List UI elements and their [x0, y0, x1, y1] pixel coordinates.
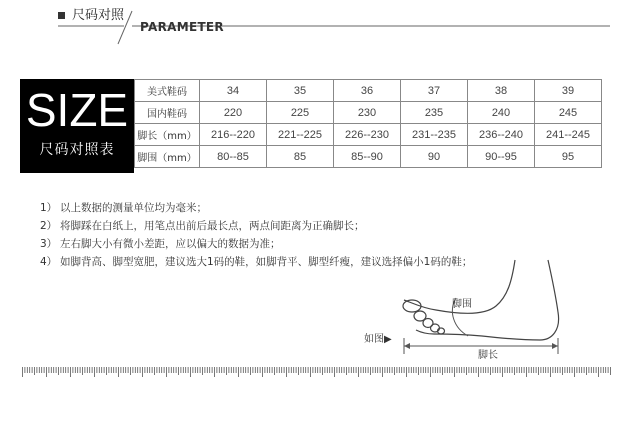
table-cell: 226--230 — [334, 124, 401, 146]
table-cell: 38 — [468, 80, 535, 102]
note-text: 左右脚大小有微小差距，应以偏大的数据为准； — [60, 238, 281, 250]
note-index: 1） — [40, 202, 58, 214]
header-title-en: PARAMETER — [140, 20, 224, 34]
list-item — [40, 217, 472, 235]
foot-diagram — [360, 258, 610, 360]
note-text: 以上数据的测量单位均为毫米； — [60, 202, 207, 214]
row-label: 脚长（mm） — [135, 124, 200, 146]
foot-outline — [403, 260, 559, 340]
table-cell: 235 — [401, 102, 468, 124]
table-cell: 231--235 — [401, 124, 468, 146]
table-cell: 95 — [535, 146, 602, 168]
header-title-cn: 尺码对照 — [72, 8, 125, 23]
row-label: 脚围（mm） — [135, 146, 200, 168]
note-index: 4） — [40, 256, 58, 268]
table-cell: 225 — [267, 102, 334, 124]
table-cell: 220 — [200, 102, 267, 124]
table-cell: 39 — [535, 80, 602, 102]
header-lines — [0, 0, 620, 50]
example-label: 如图▶ — [364, 334, 392, 345]
table-row — [135, 80, 602, 102]
table-cell: 216--220 — [200, 124, 267, 146]
length-label: 脚长 — [478, 350, 498, 360]
size-banner-title: SIZE — [25, 84, 129, 136]
table-cell: 230 — [334, 102, 401, 124]
table-row — [135, 124, 602, 146]
ruler — [22, 367, 612, 377]
size-banner-subtitle: 尺码对照表 — [39, 142, 115, 158]
list-item — [40, 235, 472, 253]
table-cell: 80--85 — [200, 146, 267, 168]
table-cell: 241--245 — [535, 124, 602, 146]
note-index: 3） — [40, 238, 58, 250]
table-cell: 90--95 — [468, 146, 535, 168]
note-index: 2） — [40, 220, 58, 232]
table-cell: 85 — [267, 146, 334, 168]
table-cell: 236--240 — [468, 124, 535, 146]
note-text: 将脚踩在白纸上，用笔点出前后最长点，两点间距离为正确脚长； — [60, 220, 365, 232]
girth-label: 脚围 — [452, 299, 472, 310]
note-text: 如脚背高、脚型宽肥，建议选大1码的鞋，如脚背平、脚型纤瘦，建议选择偏小1码的鞋； — [60, 256, 473, 268]
row-label: 美式鞋码 — [135, 80, 200, 102]
table-row — [135, 146, 602, 168]
table-cell: 34 — [200, 80, 267, 102]
table-cell: 36 — [334, 80, 401, 102]
row-label: 国内鞋码 — [135, 102, 200, 124]
table-cell: 221--225 — [267, 124, 334, 146]
table-cell: 240 — [468, 102, 535, 124]
table-row — [135, 102, 602, 124]
size-table — [134, 79, 602, 168]
table-cell: 35 — [267, 80, 334, 102]
table-cell: 90 — [401, 146, 468, 168]
table-cell: 85--90 — [334, 146, 401, 168]
arrow-left-icon — [404, 343, 410, 349]
size-banner — [20, 79, 134, 173]
table-cell: 37 — [401, 80, 468, 102]
table-cell: 245 — [535, 102, 602, 124]
arrow-right-icon — [552, 343, 558, 349]
list-item — [40, 199, 472, 217]
